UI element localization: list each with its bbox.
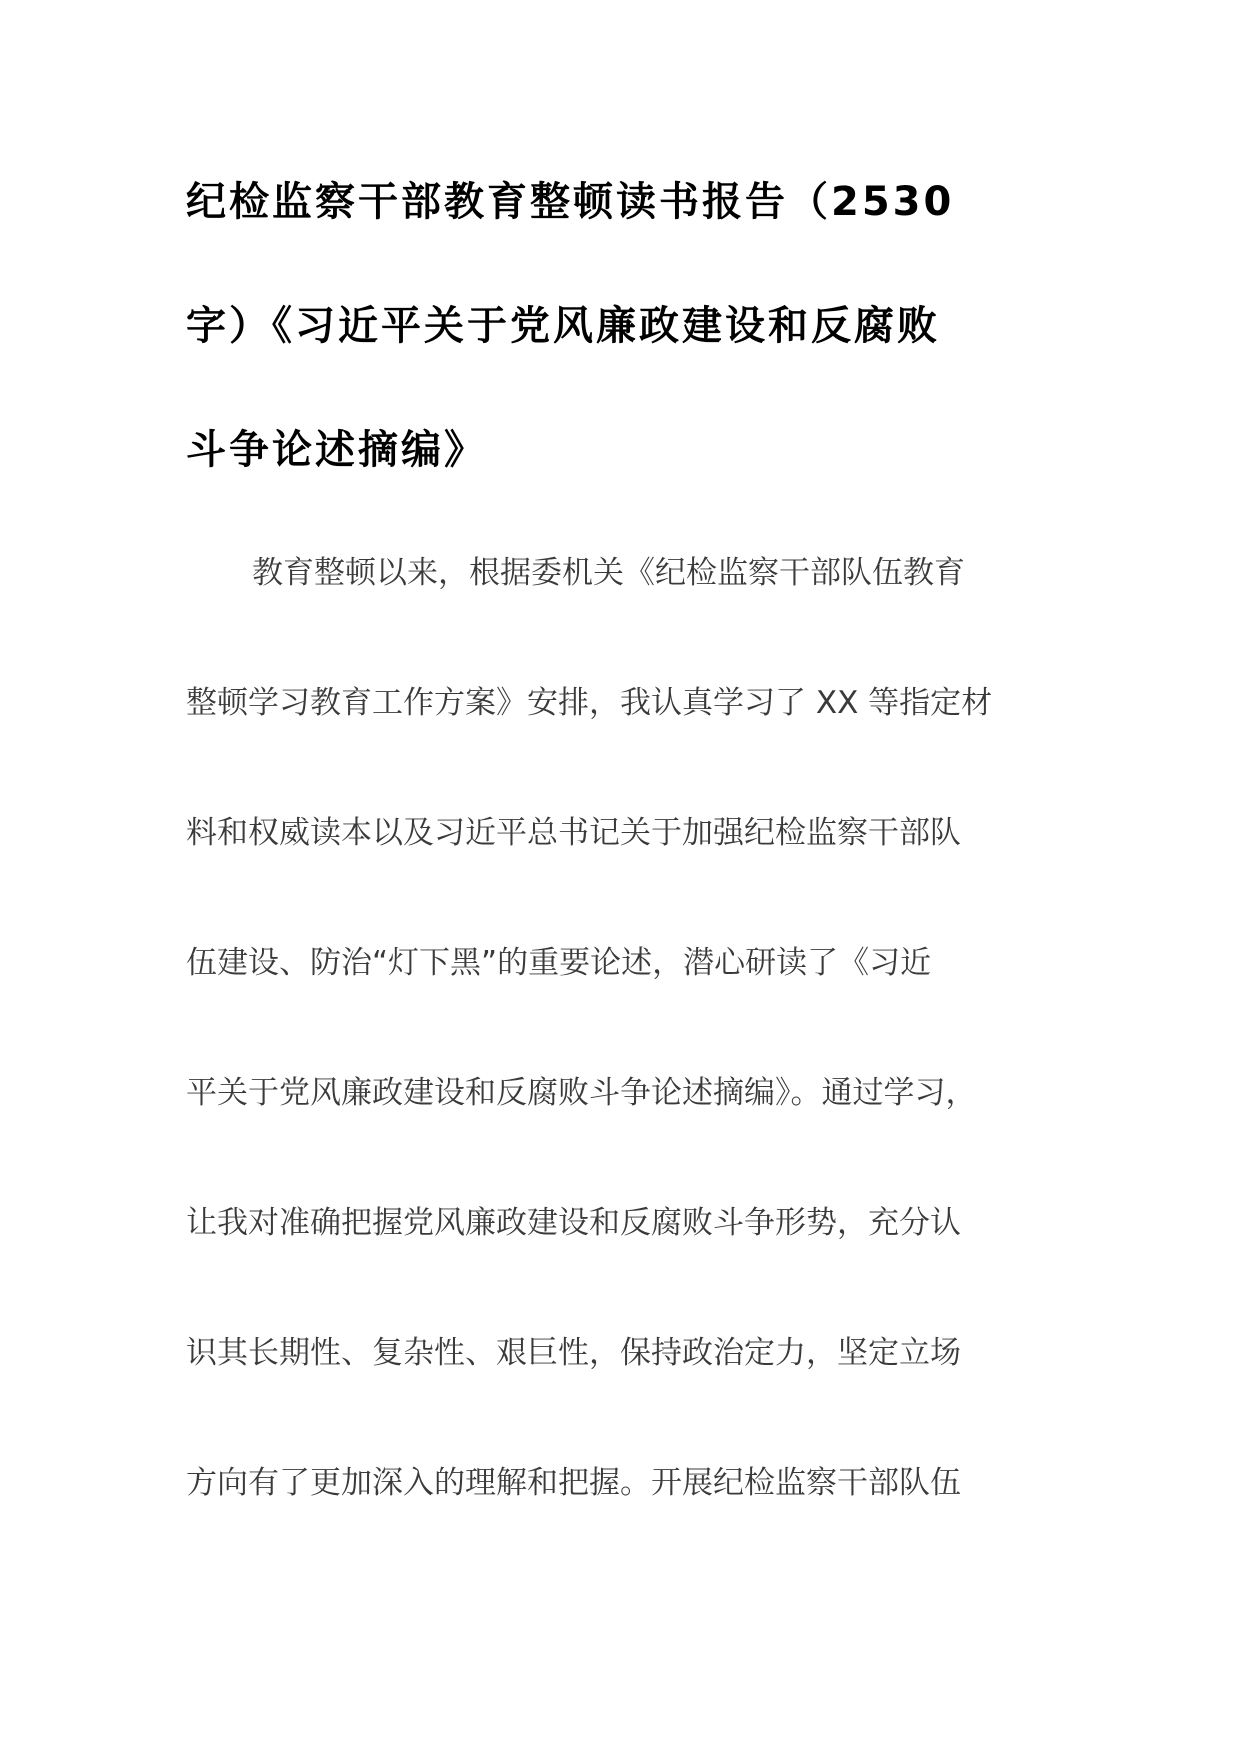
title-line: 字）《习近平关于党风廉政建设和反腐败 [186,303,940,349]
body-line: 平关于党风廉政建设和反腐败斗争论述摘编》。通过学习， [186,1075,977,1111]
body-line: 让我对准确把握党风廉政建设和反腐败斗争形势，充分认 [186,1205,961,1241]
title-line: 斗争论述摘编》 [186,427,487,473]
body-line: 方向有了更加深入的理解和把握。开展纪检监察干部队伍 [186,1465,961,1501]
document-title [186,170,1066,542]
body-line: 料和权威读本以及习近平总书记关于加强纪检监察干部队 [186,815,961,851]
body-line: 识其长期性、复杂性、艰巨性，保持政治定力，坚定立场 [186,1335,961,1371]
title-line: 纪检监察干部教育整顿读书报告（2530 [186,179,955,225]
body-line: 整顿学习教育工作方案》安排，我认真学习了 XX 等指定材 [186,685,993,721]
body-line: 伍建设、防治“灯下黑”的重要论述，潜心研读了《习近 [186,945,932,981]
body-paragraph [186,548,1066,1588]
body-line: 教育整顿以来，根据委机关《纪检监察干部队伍教育 [252,555,965,591]
